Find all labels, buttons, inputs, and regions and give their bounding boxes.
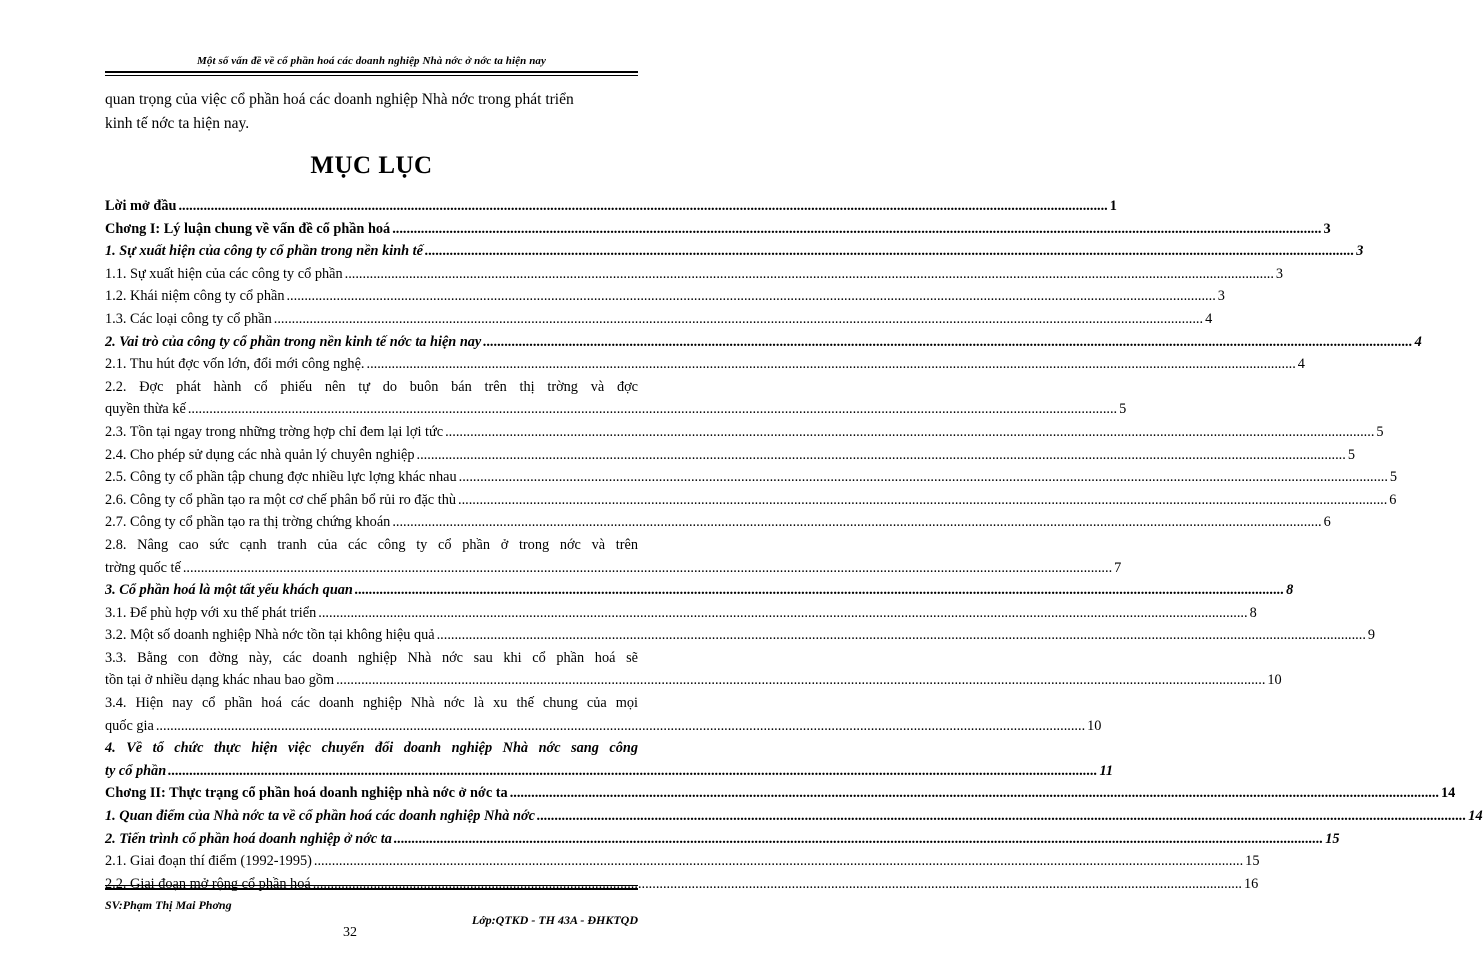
toc-entry-page: 3 [1323, 220, 1331, 237]
footer-author: SV:Phạm Thị Mai Phơng [105, 898, 232, 912]
toc-leader-dots: .................................................................................................................................................................................................................................................................... [392, 220, 1322, 237]
toc-leader-dots: .................................................................................................................................................................................................................................................................... [366, 356, 1296, 373]
toc-leader-dots: .................................................................................................................................................................................................................................................................... [436, 627, 1366, 644]
toc-entry-text: Chơng II: Thực trạng cổ phần hoá doanh nghiệp nhà nớc ở nớc ta [105, 785, 508, 802]
toc-entry [105, 263, 1284, 286]
toc-entry-text: 2. Vai trò của công ty cổ phần trong nền kinh tế nớc ta hiện nay [105, 333, 482, 350]
toc-entry [105, 647, 1282, 692]
toc-entry [105, 511, 1331, 534]
toc-entry-page: 5 [1347, 446, 1355, 463]
toc-entry [105, 624, 1376, 647]
toc-leader-dots: .................................................................................................................................................................................................................................................................... [445, 423, 1375, 440]
toc-leader-dots: .................................................................................................................................................................................................................................................................... [344, 265, 1274, 282]
toc-entry-text-line1: 4. Về tổ chức thực hiện việc chuyển đổi doanh nghiệp Nhà nớc sang công [105, 740, 638, 757]
toc-title: MỤC LỤC [310, 152, 433, 179]
toc-entry [105, 353, 1305, 376]
toc-leader-dots: .................................................................................................................................................................................................................................................................... [416, 446, 1346, 463]
toc-leader-dots: .................................................................................................................................................................................................................................................................... [312, 875, 1242, 892]
toc-entry-text: 2.4. Cho phép sử dụng các nhà quản lý chuyên nghiệp [105, 446, 415, 463]
toc-entry-page: 7 [1114, 559, 1122, 576]
toc-entry-text: 2.2. Giai đoạn mở rộng cổ phần hoá [105, 875, 311, 892]
toc-leader-dots: .................................................................................................................................................................................................................................................................... [458, 469, 1388, 486]
toc-entry-page: 3 [1356, 243, 1364, 260]
toc-entry-page: 5 [1376, 423, 1384, 440]
toc-leader-dots: .................................................................................................................................................................................................................................................................... [182, 559, 1113, 576]
toc-entry-page: 10 [1267, 672, 1282, 689]
toc-entry-text: 2.7. Công ty cổ phần tạo ra thị trờng chứng khoán [105, 514, 391, 531]
footer-rule [105, 888, 638, 890]
intro-line: quan trọng của việc cổ phần hoá các doanh nghiệp Nhà nớc trong phát triển [105, 91, 574, 108]
toc-leader-dots: .................................................................................................................................................................................................................................................................... [336, 672, 1266, 689]
toc-entry [105, 308, 1213, 331]
toc-leader-dots: .................................................................................................................................................................................................................................................................... [286, 288, 1216, 305]
toc-entry-text: quyền thừa kế [105, 401, 186, 418]
toc-entry-page: 8 [1249, 604, 1257, 621]
toc-entry-page: 4 [1297, 356, 1305, 373]
toc-entry-text: 2.3. Tồn tại ngay trong những trờng hợp chỉ đem lại lợi tức [105, 423, 444, 440]
toc-entry [105, 331, 1422, 354]
toc-entry-text: quốc gia [105, 717, 154, 734]
toc-entry-page: 3 [1275, 265, 1284, 282]
toc-entry [105, 850, 1260, 873]
toc-entry-page: 4 [1414, 333, 1422, 350]
toc-entry-page: 3 [1217, 288, 1225, 305]
toc-entry-text: 2. Tiến trình cổ phần hoá doanh nghiệp ở nớc ta [105, 830, 392, 847]
toc-entry-page: 11 [1099, 762, 1113, 779]
toc-entry [105, 737, 1113, 782]
toc-entry-text: tồn tại ở nhiều dạng khác nhau bao gồm [105, 672, 335, 689]
toc-leader-dots: .................................................................................................................................................................................................................................................................... [318, 604, 1248, 621]
toc-entry-text: 2.5. Công ty cổ phần tập chung đợc nhiều lực lợng khác nhau [105, 469, 457, 486]
toc-leader-dots: .................................................................................................................................................................................................................................................................... [178, 198, 1108, 214]
footer-class: Lớp:QTKD - TH 43A - ĐHKTQD [471, 913, 638, 927]
intro-line: kinh tế nớc ta hiện nay. [105, 115, 250, 132]
toc-entry-text-line1: 3.4. Hiện nay cổ phần hoá các doanh nghiệp Nhà nớc là xu thế chung của mọi [105, 695, 638, 712]
toc-entry-page: 5 [1119, 401, 1127, 418]
toc-leader-dots: .................................................................................................................................................................................................................................................................... [187, 401, 1118, 418]
toc-entry [105, 602, 1257, 625]
page-number: 32 [343, 925, 357, 940]
toc-entry [105, 828, 1340, 851]
toc-entry-page: 4 [1205, 310, 1213, 327]
intro-paragraph [105, 88, 638, 136]
toc-entry-text: Chơng I: Lý luận chung về vấn đề cổ phần hoá [105, 220, 391, 237]
header-rule [105, 71, 638, 73]
toc-leader-dots: .................................................................................................................................................................................................................................................................... [458, 491, 1388, 508]
toc-entry [105, 195, 1117, 218]
toc-entry-text: 1. Sự xuất hiện của công ty cổ phần trong nền kinh tế [105, 243, 423, 260]
toc-leader-dots: .................................................................................................................................................................................................................................................................... [392, 514, 1322, 531]
toc-entry-page: 16 [1243, 875, 1259, 892]
toc-entry-page: 10 [1087, 717, 1102, 734]
toc-entry-page: 5 [1389, 469, 1398, 486]
toc-entry-text: 2.6. Công ty cổ phần tạo ra một cơ chế phân bổ rủi ro đặc thù [105, 491, 456, 508]
toc-leader-dots: .................................................................................................................................................................................................................................................................... [354, 582, 1285, 599]
toc-entry-page: 8 [1286, 582, 1294, 599]
footer-rule-thin [105, 885, 638, 886]
toc-entry-text-line1: 3.3. Bằng con đờng này, các doanh nghiệp Nhà nớc sau khi cổ phần hoá sẽ [105, 649, 638, 666]
toc-entry [105, 579, 1294, 602]
toc-entry-page: 15 [1245, 853, 1260, 870]
toc-entry [105, 240, 1364, 263]
toc-entry-text: 1. Quan điểm của Nhà nớc ta về cổ phần hoá các doanh nghiệp Nhà nớc [105, 808, 535, 825]
toc-leader-dots: .................................................................................................................................................................................................................................................................... [313, 853, 1244, 870]
toc-entry [105, 376, 1127, 421]
header-rule-thin [105, 75, 638, 76]
toc-entry-text: ty cổ phần [105, 762, 167, 779]
toc-entry-page: 14 [1468, 808, 1483, 825]
toc-entry [105, 444, 1355, 467]
toc-leader-dots: .................................................................................................................................................................................................................................................................... [483, 333, 1413, 350]
toc-entry [105, 466, 1398, 489]
toc-entry [105, 421, 1384, 444]
toc-entry-page: 6 [1323, 514, 1331, 531]
toc-leader-dots: .................................................................................................................................................................................................................................................................... [509, 785, 1439, 802]
toc-entry-text-line1: 2.8. Nâng cao sức cạnh tranh của các công ty cổ phần ở trong nớc và trên [105, 536, 638, 553]
toc-entry-page: 1 [1109, 198, 1117, 214]
toc-entry-page: 6 [1389, 491, 1397, 508]
toc-leader-dots: .................................................................................................................................................................................................................................................................... [393, 830, 1324, 847]
toc-leader-dots: .................................................................................................................................................................................................................................................................... [273, 310, 1204, 327]
running-header-title: Một số vấn đề về cổ phần hoá các doanh nghiệp Nhà nớc ở nớc ta hiện nay [196, 55, 547, 67]
toc-entry-page: 15 [1325, 830, 1340, 847]
toc-entry-text: 2.1. Giai đoạn thí điểm (1992-1995) [105, 853, 312, 870]
toc-entry-text: 1.3. Các loại công ty cổ phần [105, 310, 272, 327]
toc-entry-text-line1: 2.2. Đợc phát hành cổ phiếu nên tự do buôn bán trên thị trờng và đợc [105, 378, 638, 395]
toc-entry [105, 489, 1397, 512]
toc-entry-text: 1.2. Khái niệm công ty cổ phần [105, 288, 285, 305]
toc-entry-text: 1.1. Sự xuất hiện của các công ty cổ phần [105, 265, 343, 282]
toc-leader-dots: .................................................................................................................................................................................................................................................................... [168, 762, 1098, 779]
toc-entry [105, 218, 1331, 241]
toc-entry-text: trờng quốc tế [105, 559, 181, 576]
toc-entry [105, 285, 1225, 308]
toc-leader-dots: .................................................................................................................................................................................................................................................................... [537, 808, 1467, 825]
toc-entry-text: 3.1. Để phù hợp với xu thế phát triển [105, 604, 317, 621]
toc-entry-text: Lời mở đầu [105, 198, 177, 214]
toc-entry [105, 782, 1456, 805]
toc-entry-page: 14 [1440, 785, 1456, 802]
toc-entry [105, 692, 1102, 737]
toc-entry-text: 3. Cổ phần hoá là một tất yếu khách quan [105, 582, 353, 599]
toc-entry-page: 9 [1367, 627, 1376, 644]
toc-entry [105, 805, 1483, 828]
table-of-contents [105, 195, 1483, 895]
toc-leader-dots: .................................................................................................................................................................................................................................................................... [425, 243, 1355, 260]
toc-entry-text: 2.1. Thu hút đợc vốn lớn, đổi mới công nghệ. [105, 356, 365, 373]
toc-entry-text: 3.2. Một số doanh nghiệp Nhà nớc tồn tại không hiệu quả [105, 627, 435, 644]
toc-entry [105, 534, 1122, 579]
toc-leader-dots: .................................................................................................................................................................................................................................................................... [155, 717, 1086, 734]
